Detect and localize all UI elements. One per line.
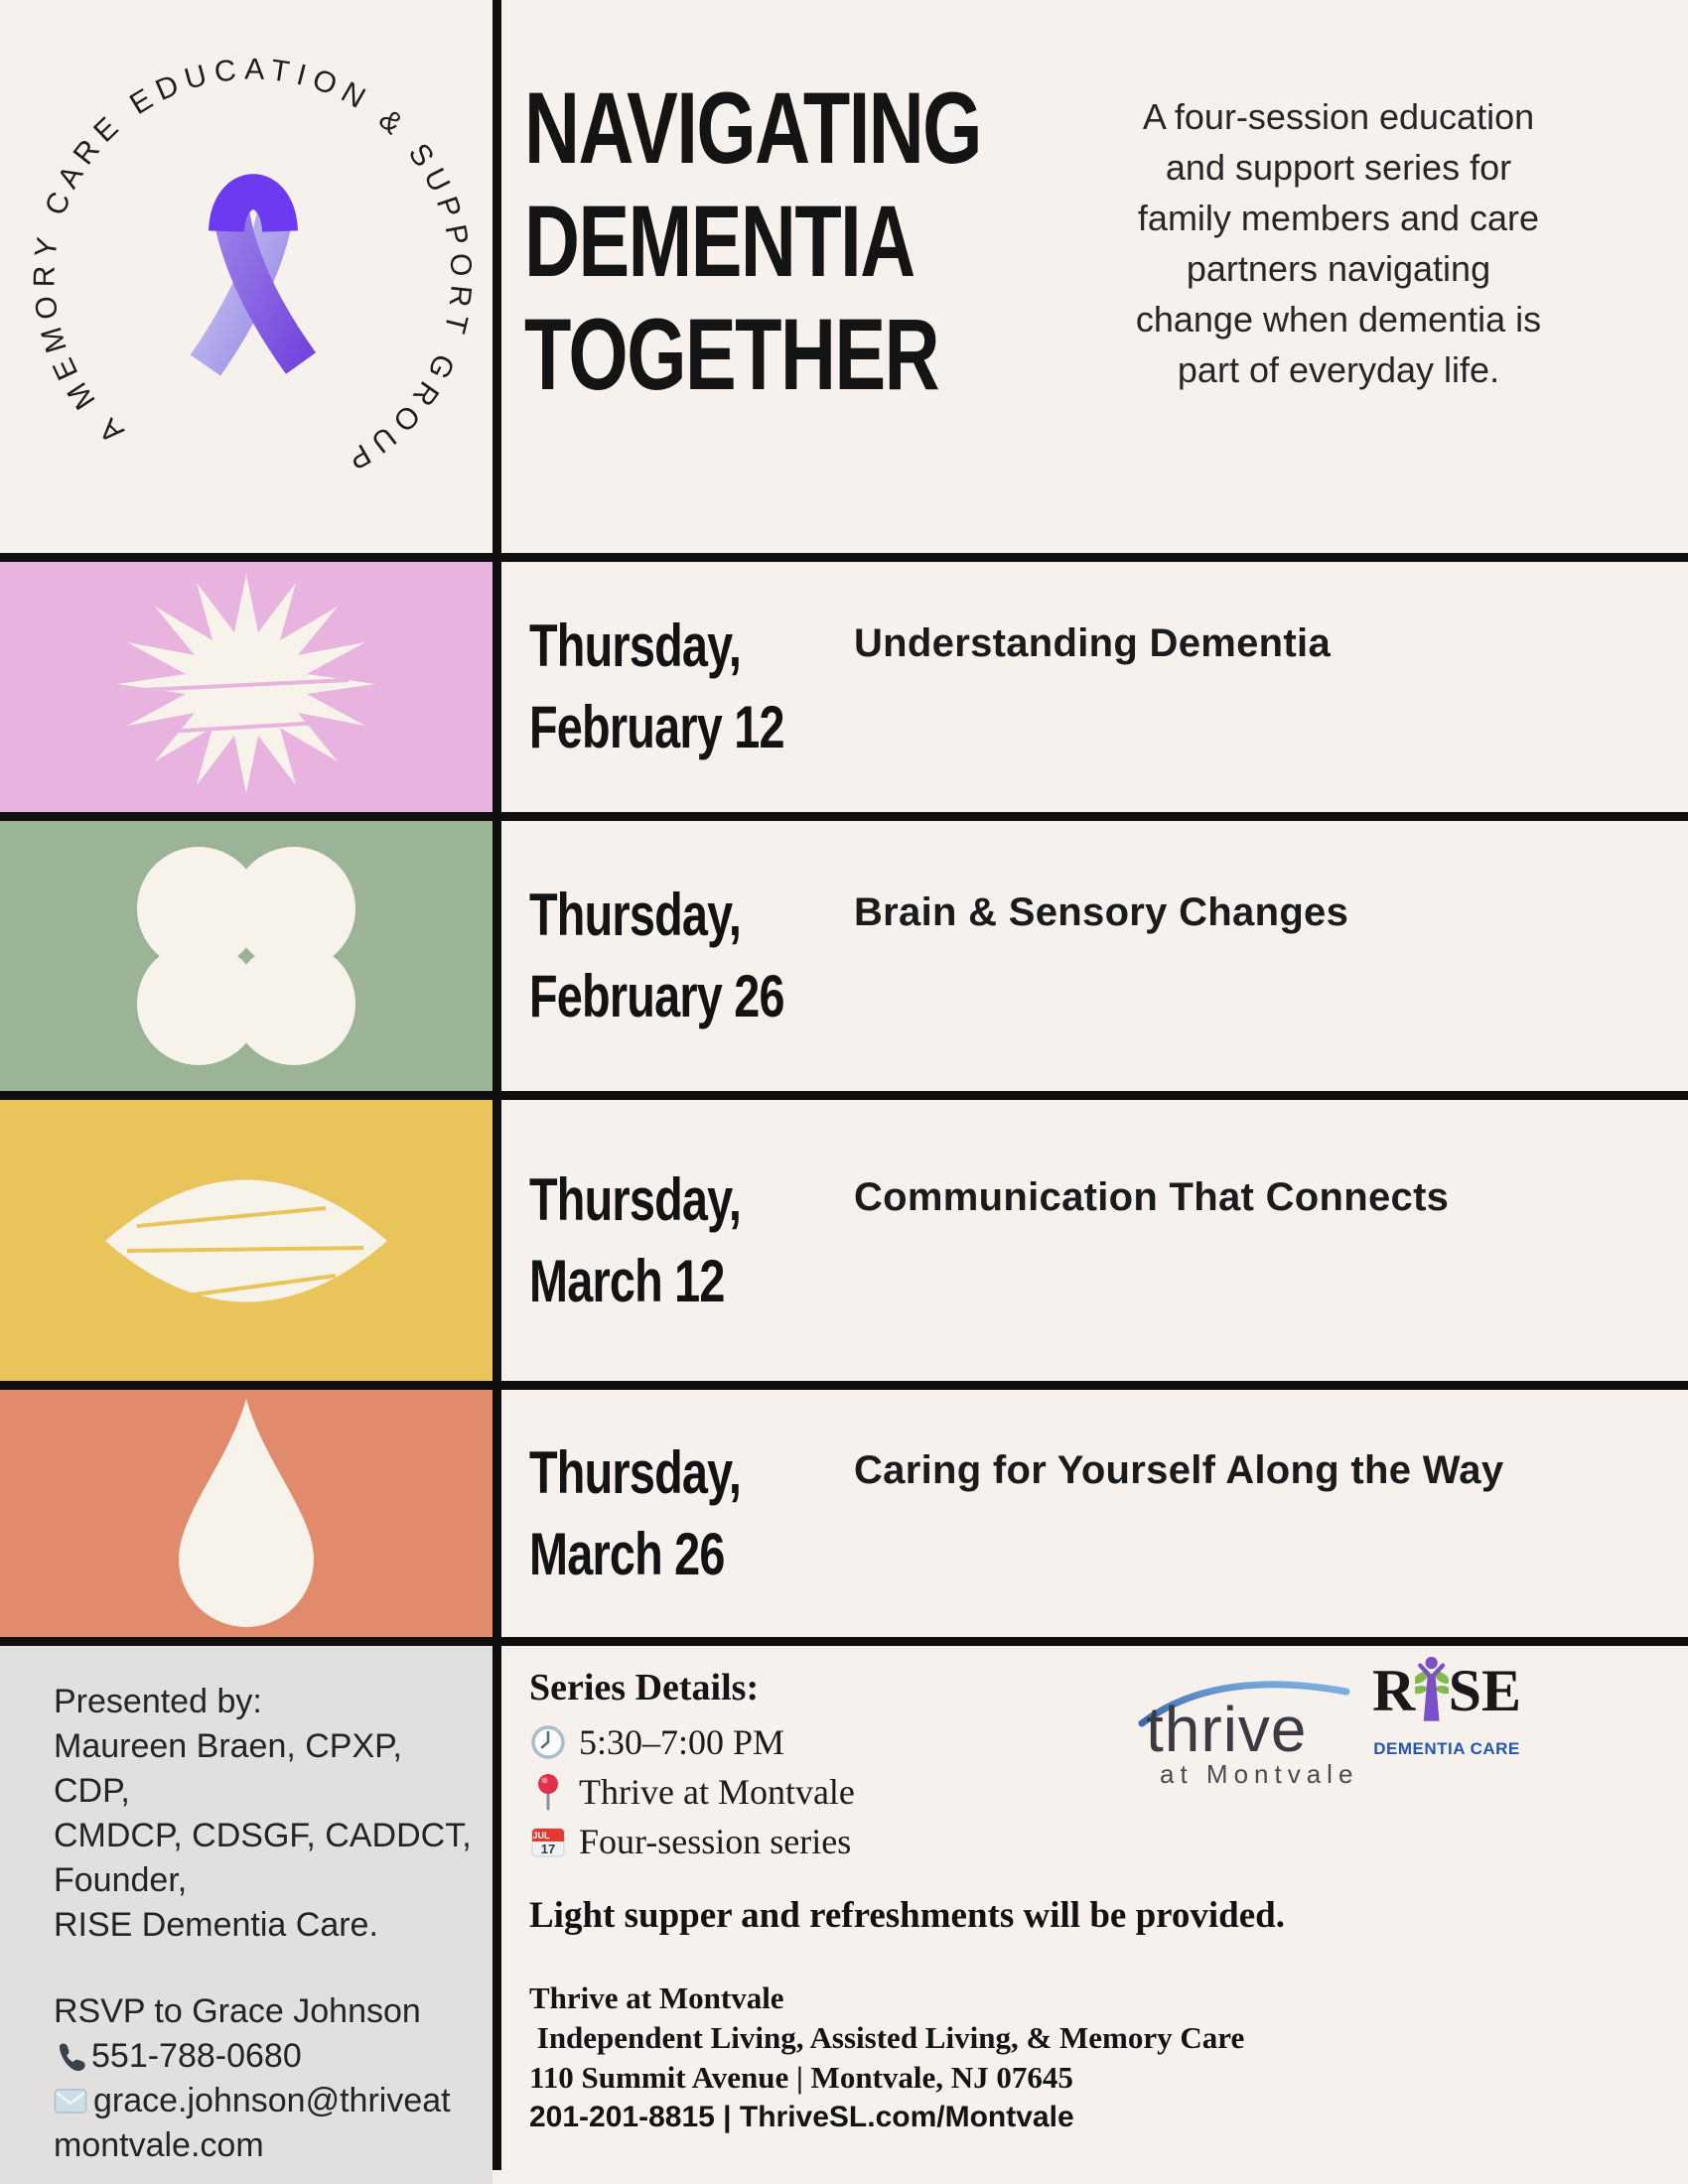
session-3-date bbox=[529, 1160, 800, 1322]
facility-address: 110 Summit Avenue | Montvale, NJ 07645 bbox=[529, 2060, 1073, 2095]
facility-name: Thrive at Montvale bbox=[529, 1980, 784, 2015]
pin-icon bbox=[529, 1772, 567, 1812]
session-4-title: Caring for Yourself Along the Way bbox=[854, 1447, 1504, 1492]
facility-services: Independent Living, Assisted Living, & Memory Care bbox=[529, 2020, 1245, 2055]
row-divider bbox=[0, 1381, 1688, 1390]
date-line: Thursday, bbox=[529, 1438, 742, 1506]
session-1-title: Understanding Dementia bbox=[854, 621, 1331, 665]
session-row-2 bbox=[501, 821, 1688, 1091]
session-3-title: Communication That Connects bbox=[854, 1174, 1450, 1219]
series-details bbox=[529, 1666, 855, 1866]
clock-icon bbox=[529, 1723, 567, 1761]
thrive-subtext: at Montvale bbox=[1160, 1759, 1359, 1789]
presenter-info bbox=[54, 1680, 481, 2168]
title-line-1: NAVIGATING bbox=[524, 71, 981, 185]
email-icon bbox=[54, 2088, 87, 2115]
series-details-heading: Series Details: bbox=[529, 1667, 760, 1708]
date-line: February 26 bbox=[529, 963, 784, 1029]
date-line: March 26 bbox=[529, 1520, 725, 1587]
thrive-wordmark: thrive bbox=[1146, 1694, 1308, 1765]
email-row bbox=[54, 2079, 481, 2123]
presented-by-label: Presented by: bbox=[54, 1683, 262, 1720]
rise-letter-r: R bbox=[1372, 1658, 1416, 1723]
presenter-org: RISE Dementia Care. bbox=[54, 1906, 378, 1944]
session-2-title: Brain & Sensory Changes bbox=[854, 890, 1349, 934]
vertical-divider bbox=[492, 0, 501, 2170]
page-title bbox=[524, 71, 1125, 411]
session-4-panel bbox=[0, 1390, 492, 1637]
phone-number: 551-788-0680 bbox=[91, 2037, 302, 2075]
title-line-2: DEMENTIA bbox=[524, 185, 914, 298]
session-2-panel bbox=[0, 821, 492, 1091]
series-description bbox=[1041, 91, 1636, 395]
session-row-3 bbox=[501, 1100, 1688, 1381]
row-divider bbox=[0, 553, 1688, 562]
date-line: Thursday, bbox=[529, 1165, 742, 1233]
date-line: Thursday, bbox=[529, 882, 742, 948]
lens-icon bbox=[97, 1157, 395, 1325]
description-line: part of everyday life. bbox=[1177, 349, 1500, 390]
format-row bbox=[529, 1817, 855, 1866]
rsvp-label: RSVP to Grace Johnson bbox=[54, 1992, 421, 2030]
calendar-day: 17 bbox=[540, 1842, 556, 1856]
date-line: Thursday, bbox=[529, 613, 742, 679]
description-line: and support series for bbox=[1165, 147, 1512, 188]
presenter-credentials: CMDCP, CDSGF, CADDCT, bbox=[54, 1817, 472, 1854]
droplet-icon bbox=[167, 1395, 326, 1633]
session-row-1 bbox=[501, 562, 1688, 812]
presenter-role: Founder, bbox=[54, 1861, 188, 1899]
facility-info bbox=[529, 1979, 1244, 2137]
description-line: A four-session education bbox=[1142, 96, 1535, 137]
calendar-icon bbox=[529, 1823, 567, 1860]
presenter-name: Maureen Braen, CPXP, CDP, bbox=[54, 1727, 402, 1810]
email-address: grace.johnson@thriveat bbox=[93, 2082, 451, 2119]
description-line: change when dementia is bbox=[1135, 299, 1542, 340]
row-divider bbox=[0, 1091, 1688, 1100]
rise-person-icon bbox=[1415, 1650, 1448, 1731]
session-4-date bbox=[529, 1433, 800, 1595]
awareness-ribbon-icon bbox=[206, 192, 301, 365]
logo-section bbox=[25, 30, 482, 536]
calendar-month: JUL bbox=[532, 1831, 550, 1841]
session-format: Four-session series bbox=[579, 1822, 852, 1861]
session-time: 5:30–7:00 PM bbox=[579, 1722, 785, 1762]
session-location: Thrive at Montvale bbox=[579, 1772, 855, 1812]
starburst-icon bbox=[112, 573, 380, 801]
session-1-date bbox=[529, 606, 856, 768]
session-2-date bbox=[529, 875, 856, 1037]
description-line: partners navigating bbox=[1186, 248, 1491, 289]
title-line-3: TOGETHER bbox=[524, 298, 939, 411]
memory-care-logo bbox=[25, 30, 482, 536]
rise-letters-se: SE bbox=[1448, 1658, 1521, 1723]
refreshments-note: Light supper and refreshments will be provided. bbox=[529, 1895, 1286, 1936]
rise-logo bbox=[1372, 1650, 1521, 1759]
time-row bbox=[529, 1717, 855, 1767]
location-row bbox=[529, 1767, 855, 1817]
logo-circle-text: A MEMORY CARE EDUCATION & SUPPORT GROUP bbox=[28, 53, 478, 479]
row-divider bbox=[0, 812, 1688, 821]
session-row-4 bbox=[501, 1390, 1688, 1637]
thrive-logo bbox=[1130, 1666, 1378, 1790]
description-line: family members and care bbox=[1137, 198, 1540, 238]
flower-icon bbox=[127, 837, 365, 1075]
date-line: March 12 bbox=[529, 1247, 725, 1314]
date-line: February 12 bbox=[529, 694, 784, 760]
rise-caption: DEMENTIA CARE bbox=[1373, 1739, 1520, 1758]
email-address-wrap: montvale.com bbox=[54, 2126, 264, 2164]
session-3-panel bbox=[0, 1100, 492, 1381]
row-divider bbox=[0, 1637, 1688, 1646]
rise-wordmark bbox=[1372, 1650, 1521, 1731]
thrive-logo-svg bbox=[1130, 1666, 1378, 1790]
phone-row bbox=[54, 2034, 481, 2079]
phone-icon bbox=[54, 2041, 85, 2073]
facility-contact: 201-201-8815 | ThriveSL.com/Montvale bbox=[529, 2101, 1074, 2133]
session-1-panel bbox=[0, 562, 492, 812]
